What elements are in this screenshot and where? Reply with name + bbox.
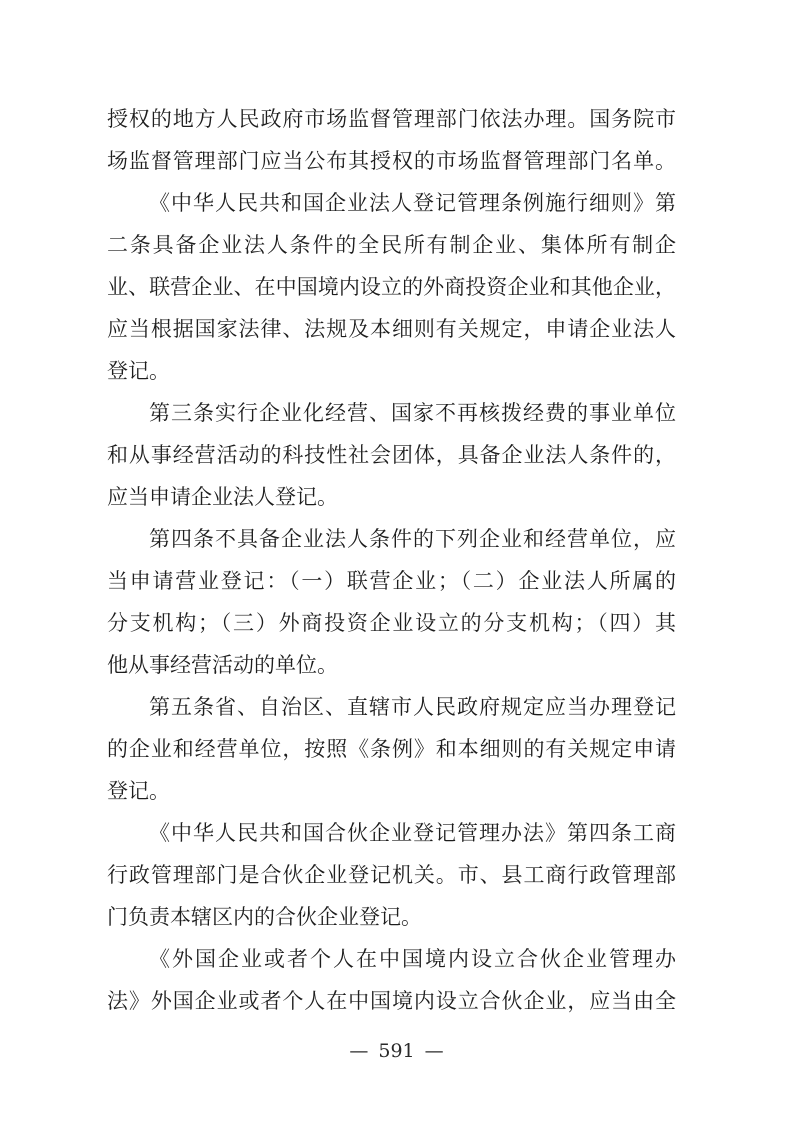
- text-line: 登记。: [107, 359, 170, 383]
- text-line: 他从事经营活动的单位。: [107, 653, 338, 677]
- text-line: 《中华人民共和国合伙企业登记管理办法》第四条工商: [149, 821, 676, 845]
- text-line: 《外国企业或者个人在中国境内设立合伙企业管理办: [149, 947, 676, 971]
- text-line: 第五条省、自治区、直辖市人民政府规定应当办理登记: [149, 695, 676, 719]
- text-line: 当申请营业登记：（一）联营企业；（二）企业法人所属的: [107, 569, 676, 593]
- page-number: — 591 —: [349, 1040, 444, 1062]
- text-line: 行政管理部门是合伙企业登记机关。市、县工商行政管理部: [107, 863, 676, 887]
- text-line: 应当根据国家法律、法规及本细则有关规定，申请企业法人: [107, 317, 676, 341]
- text-line: 第三条实行企业化经营、国家不再核拨经费的事业单位: [149, 401, 676, 425]
- text-line: 分支机构；（三）外商投资企业设立的分支机构；（四）其: [107, 611, 676, 635]
- page-body-text: [107, 98, 676, 1022]
- text-line: 《中华人民共和国企业法人登记管理条例施行细则》第: [149, 191, 676, 215]
- text-line: 授权的地方人民政府市场监督管理部门依法办理。国务院市: [107, 107, 676, 131]
- text-line: 二条具备企业法人条件的全民所有制企业、集体所有制企: [107, 233, 676, 257]
- text-line: 和从事经营活动的科技性社会团体，具备企业法人条件的，: [107, 443, 676, 467]
- text-line: 应当申请企业法人登记。: [107, 485, 338, 509]
- text-line: 法》外国企业或者个人在中国境内设立合伙企业，应当由全: [107, 989, 676, 1013]
- text-line: 业、联营企业、在中国境内设立的外商投资企业和其他企业，: [107, 275, 676, 299]
- text-line: 登记。: [107, 779, 170, 803]
- text-line: 第四条不具备企业法人条件的下列企业和经营单位，应: [149, 527, 676, 551]
- text-line: 的企业和经营单位，按照《条例》和本细则的有关规定申请: [107, 737, 676, 761]
- text-line: 门负责本辖区内的合伙企业登记。: [107, 905, 422, 929]
- text-line: 场监督管理部门应当公布其授权的市场监督管理部门名单。: [107, 149, 676, 173]
